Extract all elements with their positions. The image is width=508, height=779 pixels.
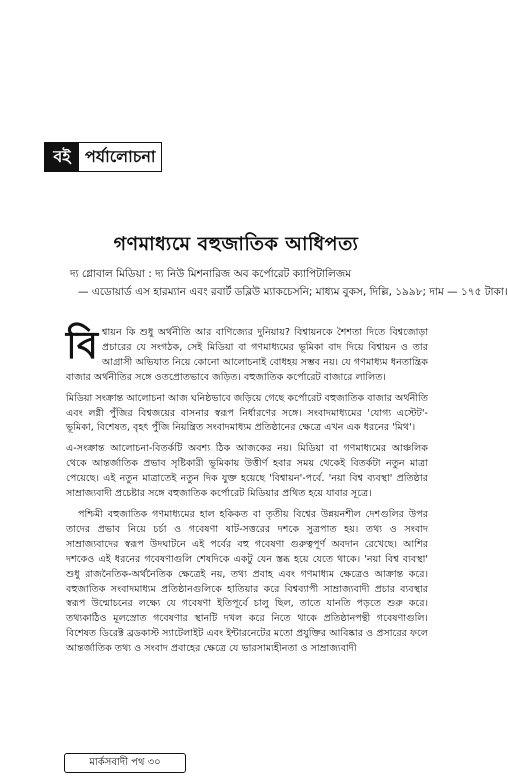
paragraph-text: শ্বায়ন কি শুধু অর্থনীতি আর বাণিজ্যের দুনিয়ায়? বিশ্বায়নকে শৈশতা দিতে বিশ্বজোড়া প্রচারের যে সংগঠক, সেই মিডিয়া বা গণমাধ্যমের ভূমিকা বাদ দিয়ে বিশ্বায়ন ও তার আগ্রাসী অভিযাত নিয়ে কোনো আলোচনাই বোধহয় সম্ভব নয়। যে গণমাধ্যম ধনতান্ত্রিক বাজার অর্থনীতির সঙ্গে ওতপ্রোতভাবে জড়িত। বহুজাতিক কর্পোরেট বাজারে লালিত। xyxy=(66,327,428,383)
paragraph-3: এ-সংক্রান্ত আলোচনা-বিতর্কটি অবশ্য ঠিক আজকের নয়। মিডিয়া বা গণমাধ্যমের আঞ্চলিক থেকে আন্তর্জাতিক প্রভাব সৃষ্টিকারী ভূমিকায় উত্তীর্ণ হবার সময় থেকেই বিতর্কটা নতুন মাত্রা পেয়েছে। এই নতুন মাত্রাতেই নতুন দিক যুক্ত হয়েছে 'বিশ্বায়ন'-পর্বে. 'নয়া বিশ্ব ব্যবস্থা' প্রতিষ্ঠার সাম্রাজ্যবাদী প্রচেষ্টার সঙ্গে বহুজাতিক কর্পোরেট মিডিয়ার প্রথিত হয়ে যাবার সূত্রে। xyxy=(66,443,428,500)
article-body xyxy=(66,323,428,663)
section-tag-prefix: বই xyxy=(45,143,79,171)
drop-cap: বি xyxy=(66,323,99,367)
paragraph-2: মিডিয়া সংক্রান্ত আলোচনা আজ ঘনিষ্ঠভাবে জড়িয়ে গেছে কর্পোরেট বহুজাতিক বাজার অর্থনীতি এবং লগ্নী পুঁজির বিশ্বজয়ের বাসনার স্বরূপ নির্ধারণের সঙ্গে। সংবাদমাধ্যমের 'যোগ্য এস্টেট'-ভূমিকা, বিশেষত, বৃহৎ পুঁজি নিয়ন্ত্রিত সংবাদমাধ্যম প্রতিষ্ঠানের ক্ষেত্রে এখন এক ধরনের 'মিথ'। xyxy=(66,392,428,434)
book-title: দ্য গ্লোবাল মিডিয়া : দ্য নিউ মিশনারিজ অব কর্পোরেট ক্যাপিটালিজম xyxy=(70,268,352,280)
book-details: — এডোয়ার্ড এস হারম্যান এবং রবার্ট ডব্লিউ ম্যাকচেসনি; মাধ্যম বুকস, দিল্লি, ১৯৯৮; দাম — ১৭৫ টাকা। xyxy=(78,286,508,298)
paragraph-4: পশ্চিমী বহুজাতিক গণমাধ্যমের হাল হকিকত বা তৃতীয় বিশ্বের উন্নয়নশীল দেশগুলির উপর তাদের প্রভাব নিয়ে চর্চা ও গবেষণা ষাট-সত্তরের দশকে সুত্রপাত হয়। তথ্য ও সংবাদ সাম্রাজ্যবাদের স্বরূপ উদঘাটনে এই পর্বের বহু গবেষণা গুরুত্বপূর্ণ অবদান রেখেছে। আশির দশকেও এই ধরনের গবেষণাগুলি শেষদিকে একটু যেন স্তব্ধ হয়ে যেতে থাকে। 'নয়া বিশ্ব ব্যবস্থা' শুধু রাজনৈতিক-অর্থনৈতিক ক্ষেত্রেই নয়, তথ্য প্রবাহ এবং গণমাধ্যম ক্ষেত্রেও আক্রান্ত করে। বহুজাতিক সংবাদমাধ্যম প্রতিষ্ঠানগুলিকে হাতিয়ার করে বিশ্বব্যাপী সাম্রাজ্যবাদী প্রচার ব্যবস্থার স্বরূপ উন্মোচনের লক্ষ্যে যে গবেষণা ইতিপূর্বে চালু ছিল, তাতে যানতি পড়তে শুরু করে। তথ্যকাঠিও মূলস্রোত গবেষণার স্থানটি দখল করে নিতে থাকে প্রতিষ্ঠানপন্থী গবেষণাগুলি। বিশেষত ডিরেক্ট ব্রডকাস্ট স্যাটেলাইট এবং ইন্টারনেটের মতো প্রযুক্তির আবিষ্কার ও প্রসারের ফলে আন্তর্জাতিক তথ্য ও সংবাদ প্রবাহের ক্ষেত্রে যে ভারসাম্যহীনতা ও সাম্রাজ্যবাদী xyxy=(66,508,428,655)
paragraph-1 xyxy=(66,323,428,386)
section-tag xyxy=(44,142,162,172)
article-title: গণমাধ্যমে বহুজাতিক আধিপত্য xyxy=(113,233,359,255)
section-tag-label: পর্যালোচনা xyxy=(79,143,161,171)
book-info xyxy=(70,265,508,301)
page-footer: মার্কসবাদী পথ ৩০ xyxy=(64,753,186,773)
